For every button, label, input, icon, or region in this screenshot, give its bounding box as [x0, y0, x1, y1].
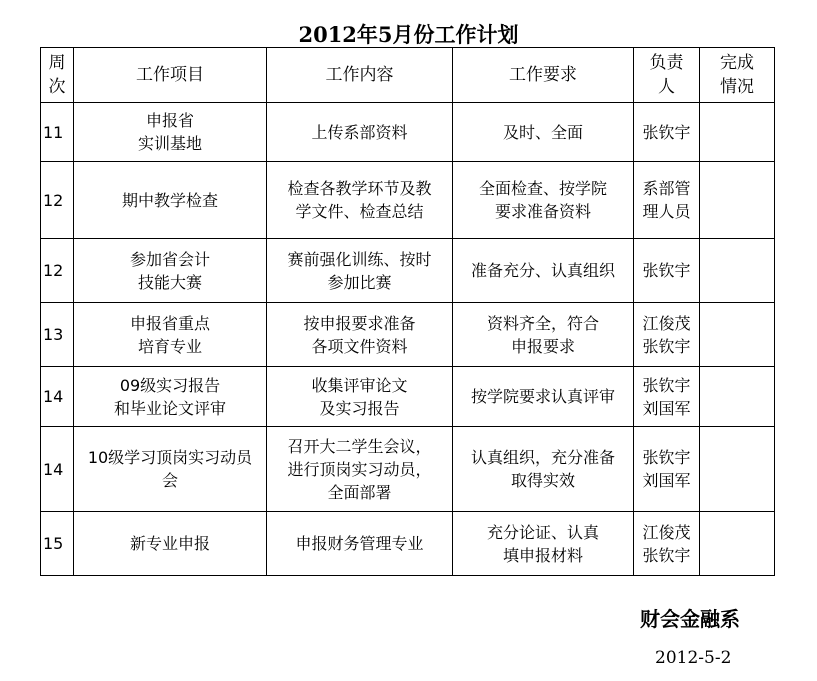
cell-status	[700, 427, 775, 512]
cell-status	[700, 367, 775, 427]
cell-week: 11	[41, 103, 74, 162]
cell-item: 10级学习顶岗实习动员 会	[74, 427, 267, 512]
department-signature: 财会金融系	[640, 607, 740, 631]
table-row	[41, 512, 775, 576]
cell-content: 上传系部资料	[267, 103, 453, 162]
cell-item: 新专业申报	[74, 512, 267, 576]
cell-requirement: 资料齐全，符合 申报要求	[453, 303, 634, 367]
cell-week: 14	[41, 427, 74, 512]
cell-item: 申报省重点 培育专业	[74, 303, 267, 367]
cell-owner: 张钦宇	[634, 103, 700, 162]
cell-content: 收集评审论文 及实习报告	[267, 367, 453, 427]
cell-owner: 江俊茂 张钦宇	[634, 303, 700, 367]
cell-status	[700, 162, 775, 239]
cell-owner: 系部管 理人员	[634, 162, 700, 239]
table-row	[41, 303, 775, 367]
header-content: 工作内容	[267, 48, 453, 103]
cell-status	[700, 103, 775, 162]
cell-requirement: 及时、全面	[453, 103, 634, 162]
cell-owner: 江俊茂 张钦宇	[634, 512, 700, 576]
page-title: 2012年5月份工作计划	[298, 22, 519, 47]
cell-requirement: 按学院要求认真评审	[453, 367, 634, 427]
cell-content: 召开大二学生会议， 进行顶岗实习动员， 全面部署	[267, 427, 453, 512]
cell-requirement: 充分论证、认真 填申报材料	[453, 512, 634, 576]
table-row	[41, 103, 775, 162]
cell-owner: 张钦宇 刘国军	[634, 427, 700, 512]
header-row	[41, 48, 775, 103]
table-row	[41, 427, 775, 512]
cell-week: 12	[41, 162, 74, 239]
table-row	[41, 162, 775, 239]
cell-week: 14	[41, 367, 74, 427]
cell-owner: 张钦宇	[634, 239, 700, 303]
cell-requirement: 准备充分、认真组织	[453, 239, 634, 303]
document-date: 2012-5-2	[655, 648, 732, 668]
cell-item: 申报省 实训基地	[74, 103, 267, 162]
header-requirement: 工作要求	[453, 48, 634, 103]
cell-content: 申报财务管理专业	[267, 512, 453, 576]
header-status: 完成 情况	[700, 48, 775, 103]
cell-content: 赛前强化训练、按时 参加比赛	[267, 239, 453, 303]
cell-owner: 张钦宇 刘国军	[634, 367, 700, 427]
table-row	[41, 239, 775, 303]
table-row	[41, 367, 775, 427]
cell-status	[700, 239, 775, 303]
cell-status	[700, 303, 775, 367]
cell-week: 15	[41, 512, 74, 576]
cell-item: 09级实习报告 和毕业论文评审	[74, 367, 267, 427]
cell-item: 参加省会计 技能大赛	[74, 239, 267, 303]
header-week: 周 次	[41, 48, 74, 103]
cell-requirement: 全面检查、按学院 要求准备资料	[453, 162, 634, 239]
cell-item: 期中教学检查	[74, 162, 267, 239]
header-item: 工作项目	[74, 48, 267, 103]
header-owner: 负责 人	[634, 48, 700, 103]
work-plan-table	[40, 47, 775, 576]
cell-requirement: 认真组织，充分准备 取得实效	[453, 427, 634, 512]
cell-content: 按申报要求准备 各项文件资料	[267, 303, 453, 367]
cell-status	[700, 512, 775, 576]
cell-week: 13	[41, 303, 74, 367]
cell-content: 检查各教学环节及教 学文件、检查总结	[267, 162, 453, 239]
cell-week: 12	[41, 239, 74, 303]
